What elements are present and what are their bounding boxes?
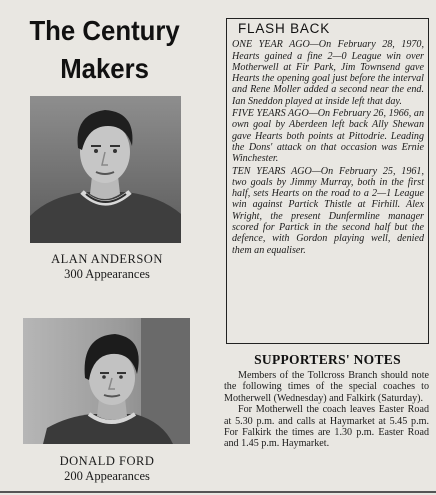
page-bottom-rule [0, 491, 436, 493]
supporters-notes-paragraph: For Motherwell the coach leaves Easter Road at 5.30 p.m. and calls at Haymarket at 5.45 p.m. For Falkirk the times are 1.30 p.m. Easter Road and 1.45 p.m. Haymarket. [224, 404, 429, 450]
player-appearances: 200 Appearances [64, 469, 150, 483]
supporters-notes-body [224, 370, 429, 450]
headline-line-2: Makers [60, 53, 149, 84]
player-caption-1 [22, 252, 192, 282]
flash-back-box [226, 18, 429, 344]
portrait-illustration [30, 96, 181, 243]
player-photo-ford [23, 318, 190, 444]
player-name: DONALD FORD [59, 454, 155, 468]
flash-back-item: ONE YEAR AGO—On February 28, 1970, Hearts gained a fine 2—0 League win over Motherwell at Fir Park, Jim Townsend gave Hearts the opening goal just before the interval and Rene Moller added a second near the end. Ian Sneddon played at inside left that day. [232, 39, 424, 107]
flash-back-title: FLASH BACK [238, 21, 331, 36]
player-caption-2 [22, 454, 192, 484]
page-headline [8, 12, 201, 88]
player-appearances: 300 Appearances [64, 267, 150, 281]
player-name: ALAN ANDERSON [51, 252, 163, 266]
flash-back-item: FIVE YEARS AGO—On February 26, 1966, an own goal by Aberdeen left back Ally Shewan gave Hearts both points at Pittodrie. Leading the Dons' attack on that occasion was Ernie Winchester. [232, 108, 424, 165]
supporters-notes-title: SUPPORTERS' NOTES [254, 352, 401, 367]
headline-line-1: The Century [29, 15, 180, 46]
supporters-notes-paragraph: Members of the Tollcross Branch should note the following times of the special coaches to Motherwell (Wednesday) and Falkirk (Saturday). [224, 370, 429, 404]
player-photo-anderson [30, 96, 181, 243]
portrait-illustration [23, 318, 190, 444]
flash-back-item: TEN YEARS AGO—On February 25, 1961, two goals by Jimmy Murray, both in the first half, sets Hearts on the road to a 2—1 League win against Partick Thistle at Firhill. Alex Wright, the present Dunfermline manager scored for Partick in the second half but the defence, with Gordon playing well, denied them an equaliser. [232, 165, 424, 256]
